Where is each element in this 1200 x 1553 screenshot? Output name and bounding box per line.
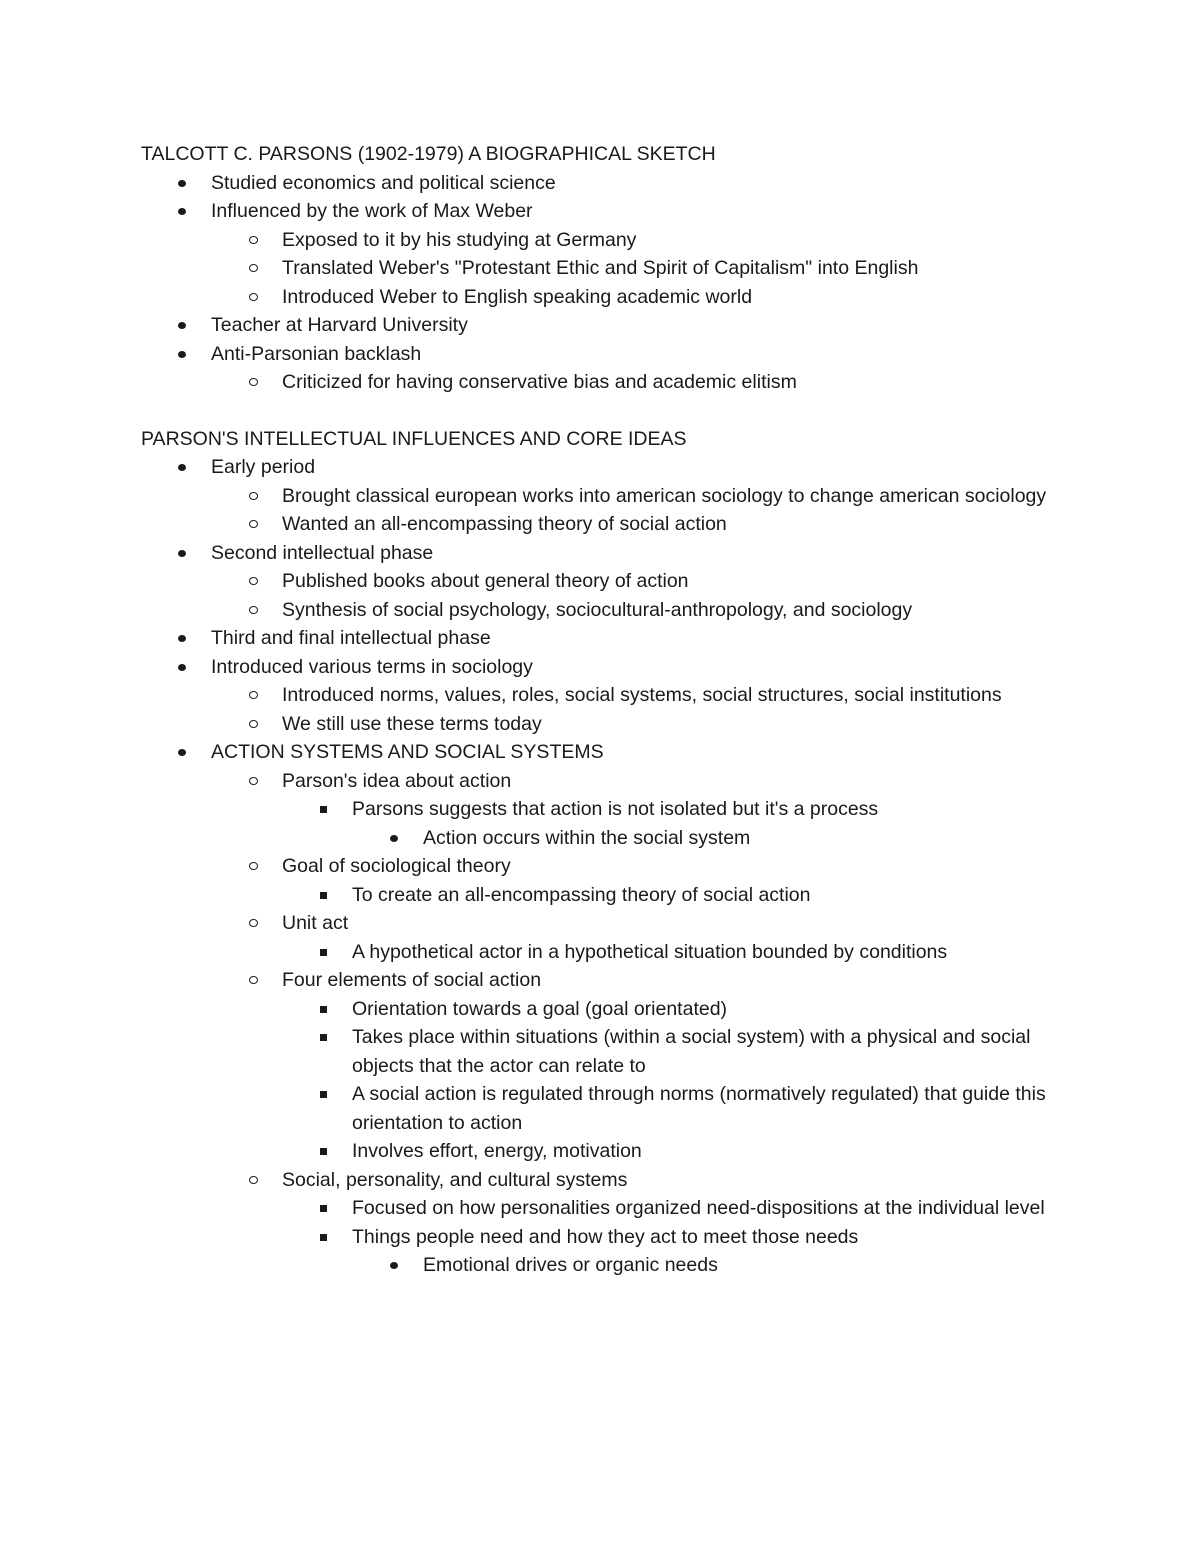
- list-item-text: Action occurs within the social system: [423, 826, 751, 849]
- list-item-text: ACTION SYSTEMS AND SOCIAL SYSTEMS: [211, 741, 604, 763]
- list-item-text: Exposed to it by his studying at Germany: [282, 228, 637, 251]
- list-item-text: Introduced various terms in sociology: [211, 655, 533, 678]
- circle-bullet-icon: [249, 492, 258, 500]
- disc-bullet-icon: [178, 322, 186, 329]
- disc-bullet-icon: [178, 180, 186, 187]
- disc-bullet-icon: [178, 635, 186, 642]
- list-item: [141, 738, 1061, 767]
- list-item-text: Takes place within situations (within a social system) with a physical and social objects that the actor can relate to: [352, 1026, 1031, 1077]
- circle-bullet-icon: [249, 862, 258, 870]
- list-item: [141, 909, 1061, 938]
- list-item-text: A social action is regulated through norms (normatively regulated) that guide this orientation to action: [352, 1083, 1046, 1134]
- list-item-text: Translated Weber's "Protestant Ethic and Spirit of Capitalism" into English: [282, 257, 919, 279]
- disc-bullet-icon: [178, 351, 186, 358]
- list-item-text: Parsons suggests that action is not isolated but it's a process: [352, 798, 879, 820]
- list-item-text: Introduced Weber to English speaking academic world: [282, 285, 753, 308]
- list-item-text: A hypothetical actor in a hypothetical situation bounded by conditions: [352, 940, 948, 963]
- list-item-text: Teacher at Harvard University: [211, 314, 468, 336]
- list-item: [141, 852, 1061, 881]
- circle-bullet-icon: [249, 1176, 258, 1184]
- list-item: [141, 340, 1061, 369]
- circle-bullet-icon: [249, 236, 258, 244]
- square-bullet-icon: [320, 806, 327, 813]
- disc-bullet-icon: [178, 664, 186, 671]
- circle-bullet-icon: [249, 378, 258, 386]
- circle-bullet-icon: [249, 293, 258, 301]
- document-body: [141, 140, 1061, 1280]
- list-item: [141, 1080, 1061, 1137]
- square-bullet-icon: [320, 1034, 327, 1041]
- square-bullet-icon: [320, 1006, 327, 1013]
- list-item-text: To create an all-encompassing theory of social action: [352, 883, 811, 906]
- list-item: [141, 197, 1061, 226]
- list-item-text: Goal of sociological theory: [282, 855, 511, 877]
- list-item: [141, 567, 1061, 596]
- list-item: [141, 482, 1061, 511]
- circle-bullet-icon: [249, 606, 258, 614]
- list-item-text: Focused on how personalities organized need-dispositions at the individual level: [352, 1197, 1045, 1219]
- section-heading: PARSON'S INTELLECTUAL INFLUENCES AND CORE IDEAS: [141, 427, 687, 450]
- list-item: [141, 1023, 1061, 1080]
- list-item: [141, 881, 1061, 910]
- list-item: [141, 453, 1061, 482]
- list-item-text: Emotional drives or organic needs: [423, 1254, 718, 1276]
- list-item-text: Unit act: [282, 912, 349, 934]
- disc-bullet-icon: [178, 749, 186, 756]
- circle-bullet-icon: [249, 520, 258, 528]
- circle-bullet-icon: [249, 264, 258, 272]
- list-item: [141, 1251, 1061, 1280]
- list-item: [141, 1194, 1061, 1223]
- disc-bullet-icon: [178, 208, 186, 215]
- list-item-text: Criticized for having conservative bias and academic elitism: [282, 371, 797, 393]
- list-item-text: Synthesis of social psychology, sociocultural-anthropology, and sociology: [282, 598, 913, 621]
- square-bullet-icon: [320, 1234, 327, 1241]
- disc-bullet-icon: [390, 1262, 398, 1269]
- list-item: [141, 596, 1061, 625]
- list-item-text: Parson's idea about action: [282, 769, 512, 792]
- list-item-text: Orientation towards a goal (goal orientated): [352, 997, 728, 1020]
- disc-bullet-icon: [390, 835, 398, 842]
- list-item: [141, 938, 1061, 967]
- list-item: [141, 995, 1061, 1024]
- circle-bullet-icon: [249, 976, 258, 984]
- circle-bullet-icon: [249, 919, 258, 927]
- list-item-text: Anti-Parsonian backlash: [211, 342, 422, 365]
- square-bullet-icon: [320, 1205, 327, 1212]
- list-item-text: Second intellectual phase: [211, 541, 434, 564]
- square-bullet-icon: [320, 1148, 327, 1155]
- circle-bullet-icon: [249, 691, 258, 699]
- list-item: [141, 539, 1061, 568]
- list-item-text: Introduced norms, values, roles, social systems, social structures, social institutions: [282, 684, 1002, 706]
- list-item-text: Social, personality, and cultural systems: [282, 1168, 628, 1191]
- section-spacer: [141, 397, 1061, 425]
- circle-bullet-icon: [249, 577, 258, 585]
- list-item: [141, 966, 1061, 995]
- circle-bullet-icon: [249, 720, 258, 728]
- list-item: [141, 311, 1061, 340]
- list-item-text: Four elements of social action: [282, 969, 542, 991]
- list-item: [141, 653, 1061, 682]
- list-item: [141, 1166, 1061, 1195]
- disc-bullet-icon: [178, 464, 186, 471]
- disc-bullet-icon: [178, 550, 186, 557]
- list-item: [141, 368, 1061, 397]
- square-bullet-icon: [320, 949, 327, 956]
- section-heading: TALCOTT C. PARSONS (1902-1979) A BIOGRAPHICAL SKETCH: [141, 143, 716, 165]
- list-item-text: Studied economics and political science: [211, 171, 556, 194]
- list-item-text: Involves effort, energy, motivation: [352, 1140, 642, 1162]
- list-item-text: Third and final intellectual phase: [211, 627, 491, 649]
- bullet-list: [141, 453, 1061, 1280]
- square-bullet-icon: [320, 892, 327, 899]
- list-item-text: Influenced by the work of Max Weber: [211, 200, 533, 222]
- list-item-text: Things people need and how they act to meet those needs: [352, 1225, 859, 1248]
- list-item-text: Published books about general theory of action: [282, 570, 689, 592]
- list-item: [141, 1223, 1061, 1252]
- list-item-text: Wanted an all-encompassing theory of social action: [282, 513, 727, 535]
- list-item: [141, 510, 1061, 539]
- bullet-list: [141, 169, 1061, 397]
- list-item: [141, 283, 1061, 312]
- list-item: [141, 169, 1061, 198]
- list-item-text: Early period: [211, 456, 316, 478]
- list-item: [141, 824, 1061, 853]
- list-item: [141, 624, 1061, 653]
- list-item: [141, 767, 1061, 796]
- list-item: [141, 1137, 1061, 1166]
- list-item: [141, 226, 1061, 255]
- list-item: [141, 681, 1061, 710]
- list-item-text: Brought classical european works into american sociology to change american sociology: [282, 484, 1047, 507]
- list-item: [141, 254, 1061, 283]
- list-item: [141, 795, 1061, 824]
- list-item-text: We still use these terms today: [282, 712, 542, 735]
- square-bullet-icon: [320, 1091, 327, 1098]
- circle-bullet-icon: [249, 777, 258, 785]
- list-item: [141, 710, 1061, 739]
